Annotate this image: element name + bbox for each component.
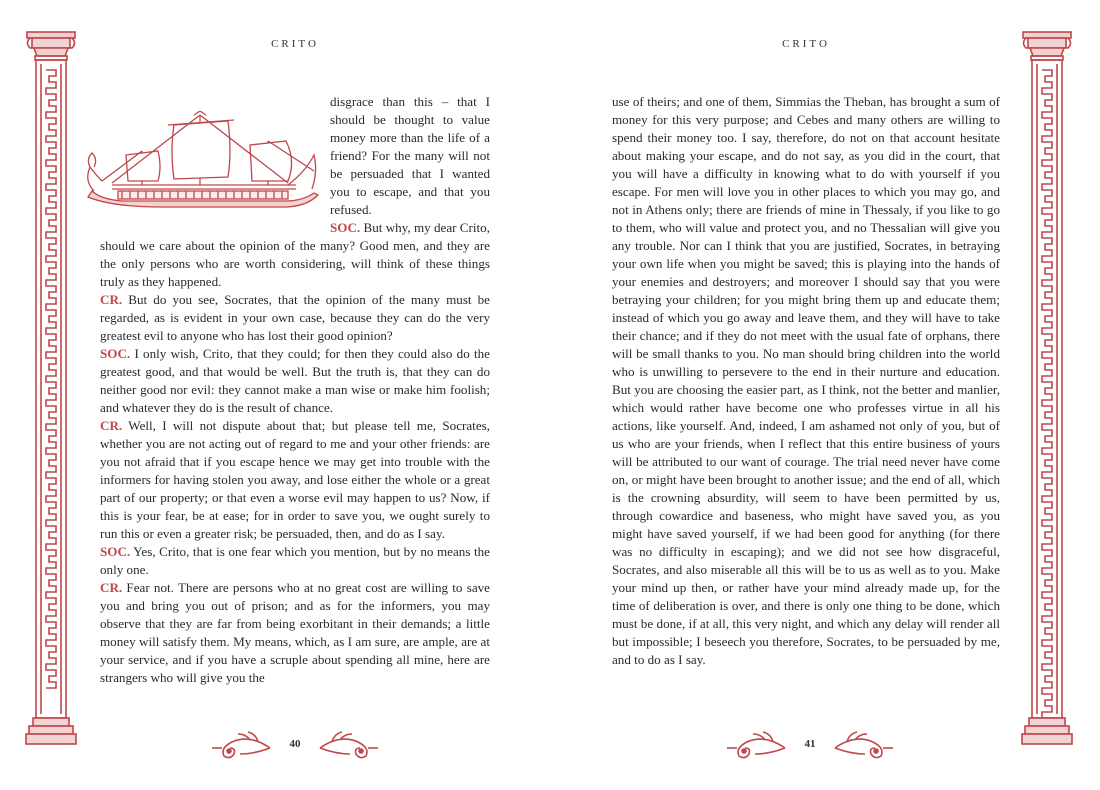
speaker-label: SOC. — [330, 220, 361, 235]
page-footer — [210, 728, 380, 762]
paragraph-text: Yes, Crito, that is one fear which you mention, but by no means the only one. — [100, 544, 490, 577]
paragraph-text: But why, my dear Crito, should we care about the opinion of the many? Good men, and they are the only persons who are worth considering, will think of these things truly as they happened. — [100, 220, 490, 289]
speaker-label: CR. — [100, 292, 123, 307]
paragraph — [100, 543, 490, 579]
paragraph-text: disgrace than this – that I should be thought to value money more than the life of a friend? For the many will not be persuaded that I wanted you to escape, and that you refused. — [330, 94, 490, 217]
paragraph-text: use of theirs; and one of them, Simmias the Theban, has brought a sum of money for this very purpose; and Cebes and many others are willing to spend their money too. I say, therefore, do not on that account hesitate about making your escape, and do not say, as you did in the court, that you will have a difficulty in knowing what to do with yourself if you escape. For men will love you in other places to which you may go, and not in Athens only; there are friends of mine in Thessaly, if you like to go to them, who will value and protect you, and no Thessalian will give you any trouble. Nor can I think that you are justified, Socrates, in betraying your own life when you might be saved; this is playing into the hands of your enemies and destroyers; and moreover I should say that you were betraying your children; for you might bring them up and educate them; instead of which you go away and leave them, and they will have to take their chance; and if they do not meet with the usual fate of orphans, there will be small thanks to you. No man should bring children into the world who is unwilling to persevere to the end in their nurture and education. But you are choosing the easier part, as I think, not the better and manlier, which would rather have become one who professes virtue in all his actions, like yourself. And, indeed, I am ashamed not only of you, but of us who are your friends, when I reflect that this entire business of yours will be attributed to our want of courage. The trial need never have come on, or might have been brought to another issue; and the end of all, which is the crowning absurdity, will seem to have been permitted by us, through cowardice and baseness, who might have saved you, as you might have saved yourself, if we had been good for anything (for there was no difficulty in escaping); and we did not see how disgraceful, Socrates, and also miserable all this will be to us as well as to you. Make your mind up then, or rather have your mind already made up, for the time of deliberation is over, and there is only one thing to be done, which must be done, if at all, this very night, and which any delay will render all but impossible; I beseech you therefore, Socrates, to be persuaded by me, and to do as I say. — [612, 94, 1000, 667]
paragraph — [100, 291, 490, 345]
paragraph — [100, 579, 490, 687]
speaker-label: SOC. — [100, 544, 131, 559]
paragraph-text: I only wish, Crito, that they could; for then they could also do the greatest good, and that would be well. But the truth is, that they can do neither good nor evil: they cannot make a man wise or make him foolish; and whatever they do is the result of chance. — [100, 346, 490, 415]
greek-trireme-ship-icon — [82, 111, 322, 219]
page-number: 41 — [804, 738, 816, 750]
scroll-ornament-icon — [725, 728, 787, 762]
speaker-label: SOC. — [100, 346, 131, 361]
running-head: CRITO — [782, 38, 830, 50]
paragraph — [100, 345, 490, 417]
body-text — [100, 93, 490, 687]
paragraph-text: Well, I will not dispute about that; but please tell me, Socrates, whether you are not acting out of regard to me and your other friends: are you not afraid that if you escape hence we may get into trouble with the informers for having stolen you away, and lose either the whole or a great part of our property; or that even a worse evil may happen to us? Now, if this is your fear, be at ease; for in order to save you, we ought surely to run this or even a greater risk; be persuaded, then, and do as I say. — [100, 418, 490, 541]
paragraph — [100, 417, 490, 543]
page-number: 40 — [289, 738, 301, 750]
paragraph — [100, 219, 490, 291]
speaker-label: CR. — [100, 418, 123, 433]
running-head: CRITO — [271, 38, 319, 50]
ionic-column-icon — [24, 30, 78, 752]
page-footer — [725, 728, 895, 762]
scroll-ornament-icon — [210, 728, 272, 762]
right-page — [550, 0, 1100, 790]
ionic-column-icon — [1020, 30, 1074, 752]
scroll-ornament-icon — [833, 728, 895, 762]
paragraph-text: But do you see, Socrates, that the opinion of the many must be regarded, as is evident in your own case, because they can do the very greatest evil to anyone who has lost their good opinion? — [100, 292, 490, 343]
paragraph-text: Fear not. There are persons who at no great cost are willing to save you and bring you out of prison; and as for the informers, you may observe that they are far from being exorbitant in their demands; a little money will satisfy them. My means, which, as I am sure, are ample, are at your service, and if you have a scruple about spending all mine, here are strangers who will give you the — [100, 580, 490, 685]
speaker-label: CR. — [100, 580, 123, 595]
paragraph — [612, 93, 1000, 669]
scroll-ornament-icon — [318, 728, 380, 762]
body-text — [612, 93, 1000, 669]
